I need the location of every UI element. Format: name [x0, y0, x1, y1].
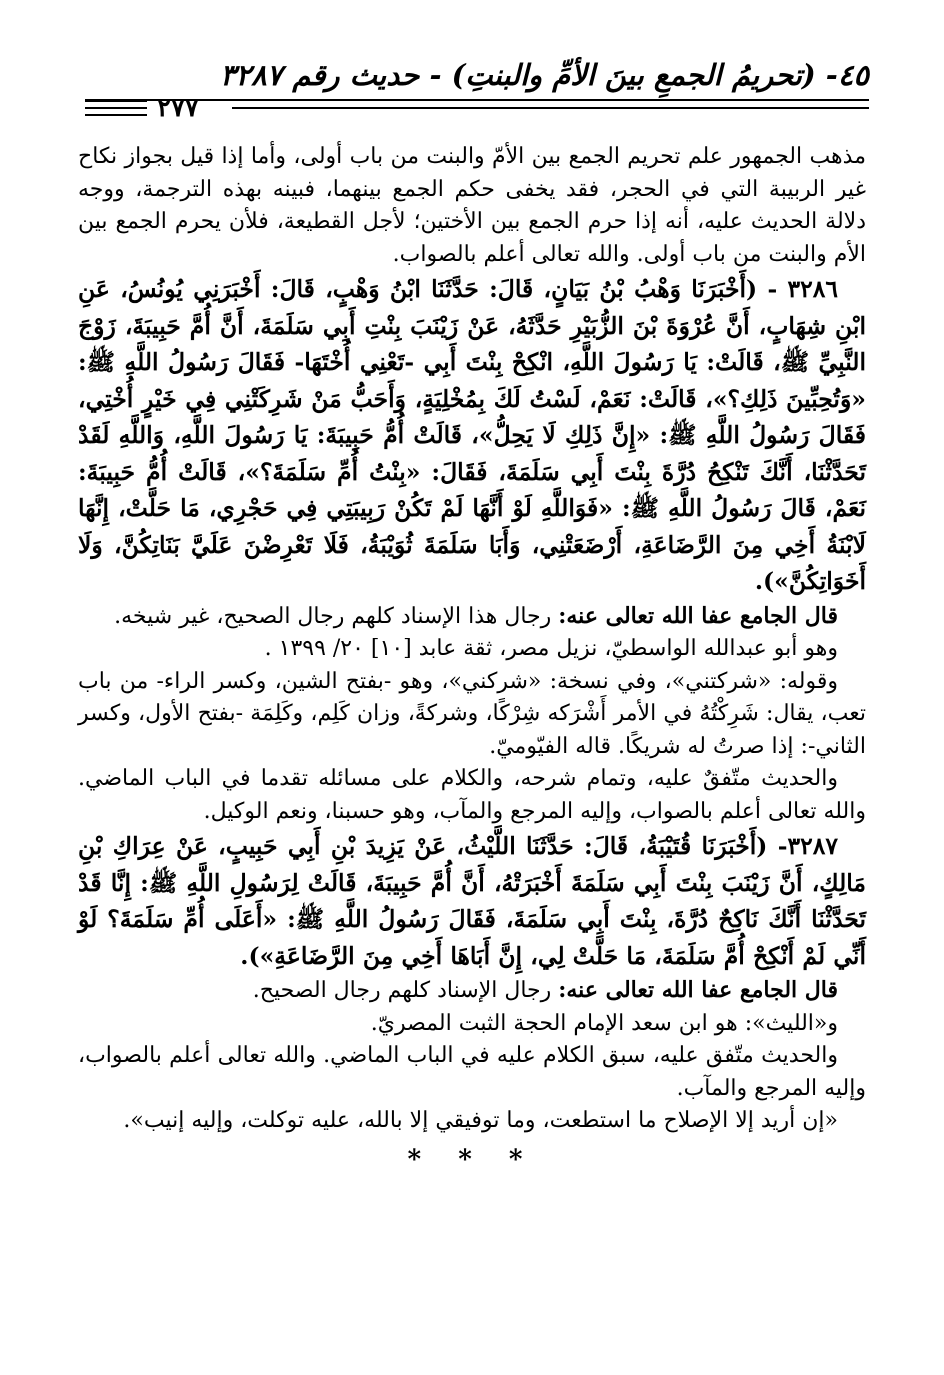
page-number: ٢٧٧ [157, 93, 199, 123]
running-header: ٤٥- (تحريمُ الجمعِ بينَ الأمِّ والبنتِ) - حديث رقم ٣٢٨٧ [219, 58, 869, 92]
paragraph-intro: مذهب الجمهور علم تحريم الجمع بين الأمّ والبنت من باب أولى، وأما إذا قيل بجواز نكاح غير الربيبة التي في الحجر، فقد يخفى حكم الجمع بينهما، فبينه بهذه الترجمة، ووجه دلالة الحديث عليه، أنه إذا حرم الجمع بين الأختين؛ لأجل القطيعة، فلأن يحرم الجمع بين الأم والبنت من باب أولى. والله تعالى أعلم بالصواب. [78, 144, 866, 267]
hadith-summary: والحديث متّفقٌ عليه، وتمام شرحه، والكلام على مسائله تقدما في الباب الماضي. والله تعالى أعلم بالصواب، وإليه المرجع والمآب، وهو حسبنا، ونعم الوكيل. [78, 766, 866, 824]
commentary-paragraph [78, 600, 866, 634]
commentary-paragraph-2 [78, 974, 866, 1008]
laith-note: و«الليث»: هو ابن سعد الإمام الحجة الثبت المصريّ. [370, 1010, 838, 1036]
page-number-ornament [85, 90, 225, 120]
narrator-note: وهو أبو عبدالله الواسطيّ، نزيل مصر، ثقة عابد [١٠] ٢٠/ ١٣٩٩ . [264, 636, 838, 661]
word-explanation: وقوله: «شركتني»، وفي نسخة: «شركني»، وهو -بفتح الشين، وكسر الراء- من باب تعب، يقال: شَرِكْتُهُ في الأمر أَشْرَكه شِرْكًا، وشركةً، وزان كَلِم، وكَلِمَة -بفتح الأول، وكسر الثاني-: إذا صرتُ له شريكًا. قاله الفيّوميّ. [78, 668, 866, 759]
section-end-ornament: * * * [407, 1144, 537, 1175]
commentary-text-2: رجال الإسناد كلهم رجال الصحيح. [252, 978, 559, 1003]
commentary-lead: قال الجامع عفا الله تعالى عنه: [558, 602, 838, 629]
closing-quote: «إن أريد إلا الإصلاح ما استطعت، وما توفيقي إلا بالله، عليه توكلت، وإليه إنيب». [123, 1108, 838, 1133]
page-body [78, 141, 866, 1176]
commentary-lead-2: قال الجامع عفا الله تعالى عنه: [558, 977, 838, 1003]
hadith-3287: ٣٢٨٧- (أَخْبَرَنَا قُتَيْبَةُ، قَالَ: حَدَّثَنَا اللَّيْثُ، عَنْ يَزِيدَ بْنِ أَبِي حَبِيبٍ، عَنْ عِرَاكِ بْنِ مَالِكٍ، أَنَّ زَيْنَبَ بِنْتَ أَبِي سَلَمَةَ أَخْبَرَتْهُ، أَنَّ أُمَّ حَبِيبَةَ، قَالَتْ لِرَسُولِ اللَّهِ ﷺ: إِنَّا قَدْ تَحَدَّثْنَا أَنَّكَ نَاكِحٌ دُرَّةَ، بِنْتَ أَبِي سَلَمَةَ، فَقَالَ رَسُولُ اللَّهِ ﷺ: «أَعَلَى أُمِّ سَلَمَةَ؟ لَوْ أَنِّي لَمْ أَنْكِحْ أُمَّ سَلَمَةَ، مَا حَلَّتْ لِي، إِنَّ أَبَاهَا أَخِي مِنَ الرَّضَاعَةِ»). [78, 832, 866, 970]
header-rule-2 [232, 107, 869, 109]
hadith-3286: ٣٢٨٦ - (أَخْبَرَنَا وَهْبُ بْنُ بَيَانٍ، قَالَ: حَدَّثَنَا ابْنُ وَهْبٍ، قَالَ: أَخْبَرَنِي يُونُسُ، عَنِ ابْنِ شِهَابٍ، أَنَّ عُرْوَةَ بْنَ الزُّبَيْرِ حَدَّثَهُ، عَنْ زَيْنَبَ بِنْتِ أَبِي سَلَمَةَ، أَنَّ أُمَّ حَبِيبَةَ، زَوْجَ النَّبِيِّ ﷺ، قَالَتْ: يَا رَسُولَ اللَّهِ، انْكِحْ بِنْتَ أَبِي -تَعْنِي أُخْتَهَا- فَقَالَ رَسُولُ اللَّهِ ﷺ: «وَتُحِبِّينَ ذَلِكِ؟»، قَالَتْ: نَعَمْ، لَسْتُ لَكَ بِمُخْلِيَةٍ، وَأَحَبُّ مَنْ شَرِكَتْنِي فِي خَيْرٍ أُخْتِي، فَقَالَ رَسُولُ اللَّهِ ﷺ: «إِنَّ ذَلِكِ لَا يَحِلُّ»، قَالَتْ أُمُّ حَبِيبَةَ: يَا رَسُولَ اللَّهِ، وَاللَّهِ لَقَدْ تَحَدَّثْنَا، أَنَّكَ تَنْكِحُ دُرَّةَ بِنْتَ أَبِي سَلَمَةَ، فَقَالَ: «بِنْتُ أُمِّ سَلَمَةَ؟»، قَالَتْ أُمُّ حَبِيبَةَ: نَعَمْ، قَالَ رَسُولُ اللَّهِ ﷺ: «فَوَاللَّهِ لَوْ أَنَّهَا لَمْ تَكُنْ رَبِيبَتِي فِي حَجْرِي، مَا حَلَّتْ، إِنَّهَا لَابْنَةُ أَخِي مِنَ الرَّضَاعَةِ، أَرْضَعَتْنِي، وَأَبَا سَلَمَةَ ثُوَيْبَةُ، فَلَا تَعْرِضْنَ عَلَيَّ بَنَاتِكُنَّ، وَلَا أَخَوَاتِكُنَّ»). [78, 275, 866, 595]
commentary-text: رجال هذا الإسناد كلهم رجال الصحيح، غير شيخه. [114, 603, 559, 629]
closing-summary: والحديث متّفق عليه، سبق الكلام عليه في الباب الماضي. والله تعالى أعلم بالصواب، وإليه المرجع والمآب. [78, 1043, 866, 1101]
